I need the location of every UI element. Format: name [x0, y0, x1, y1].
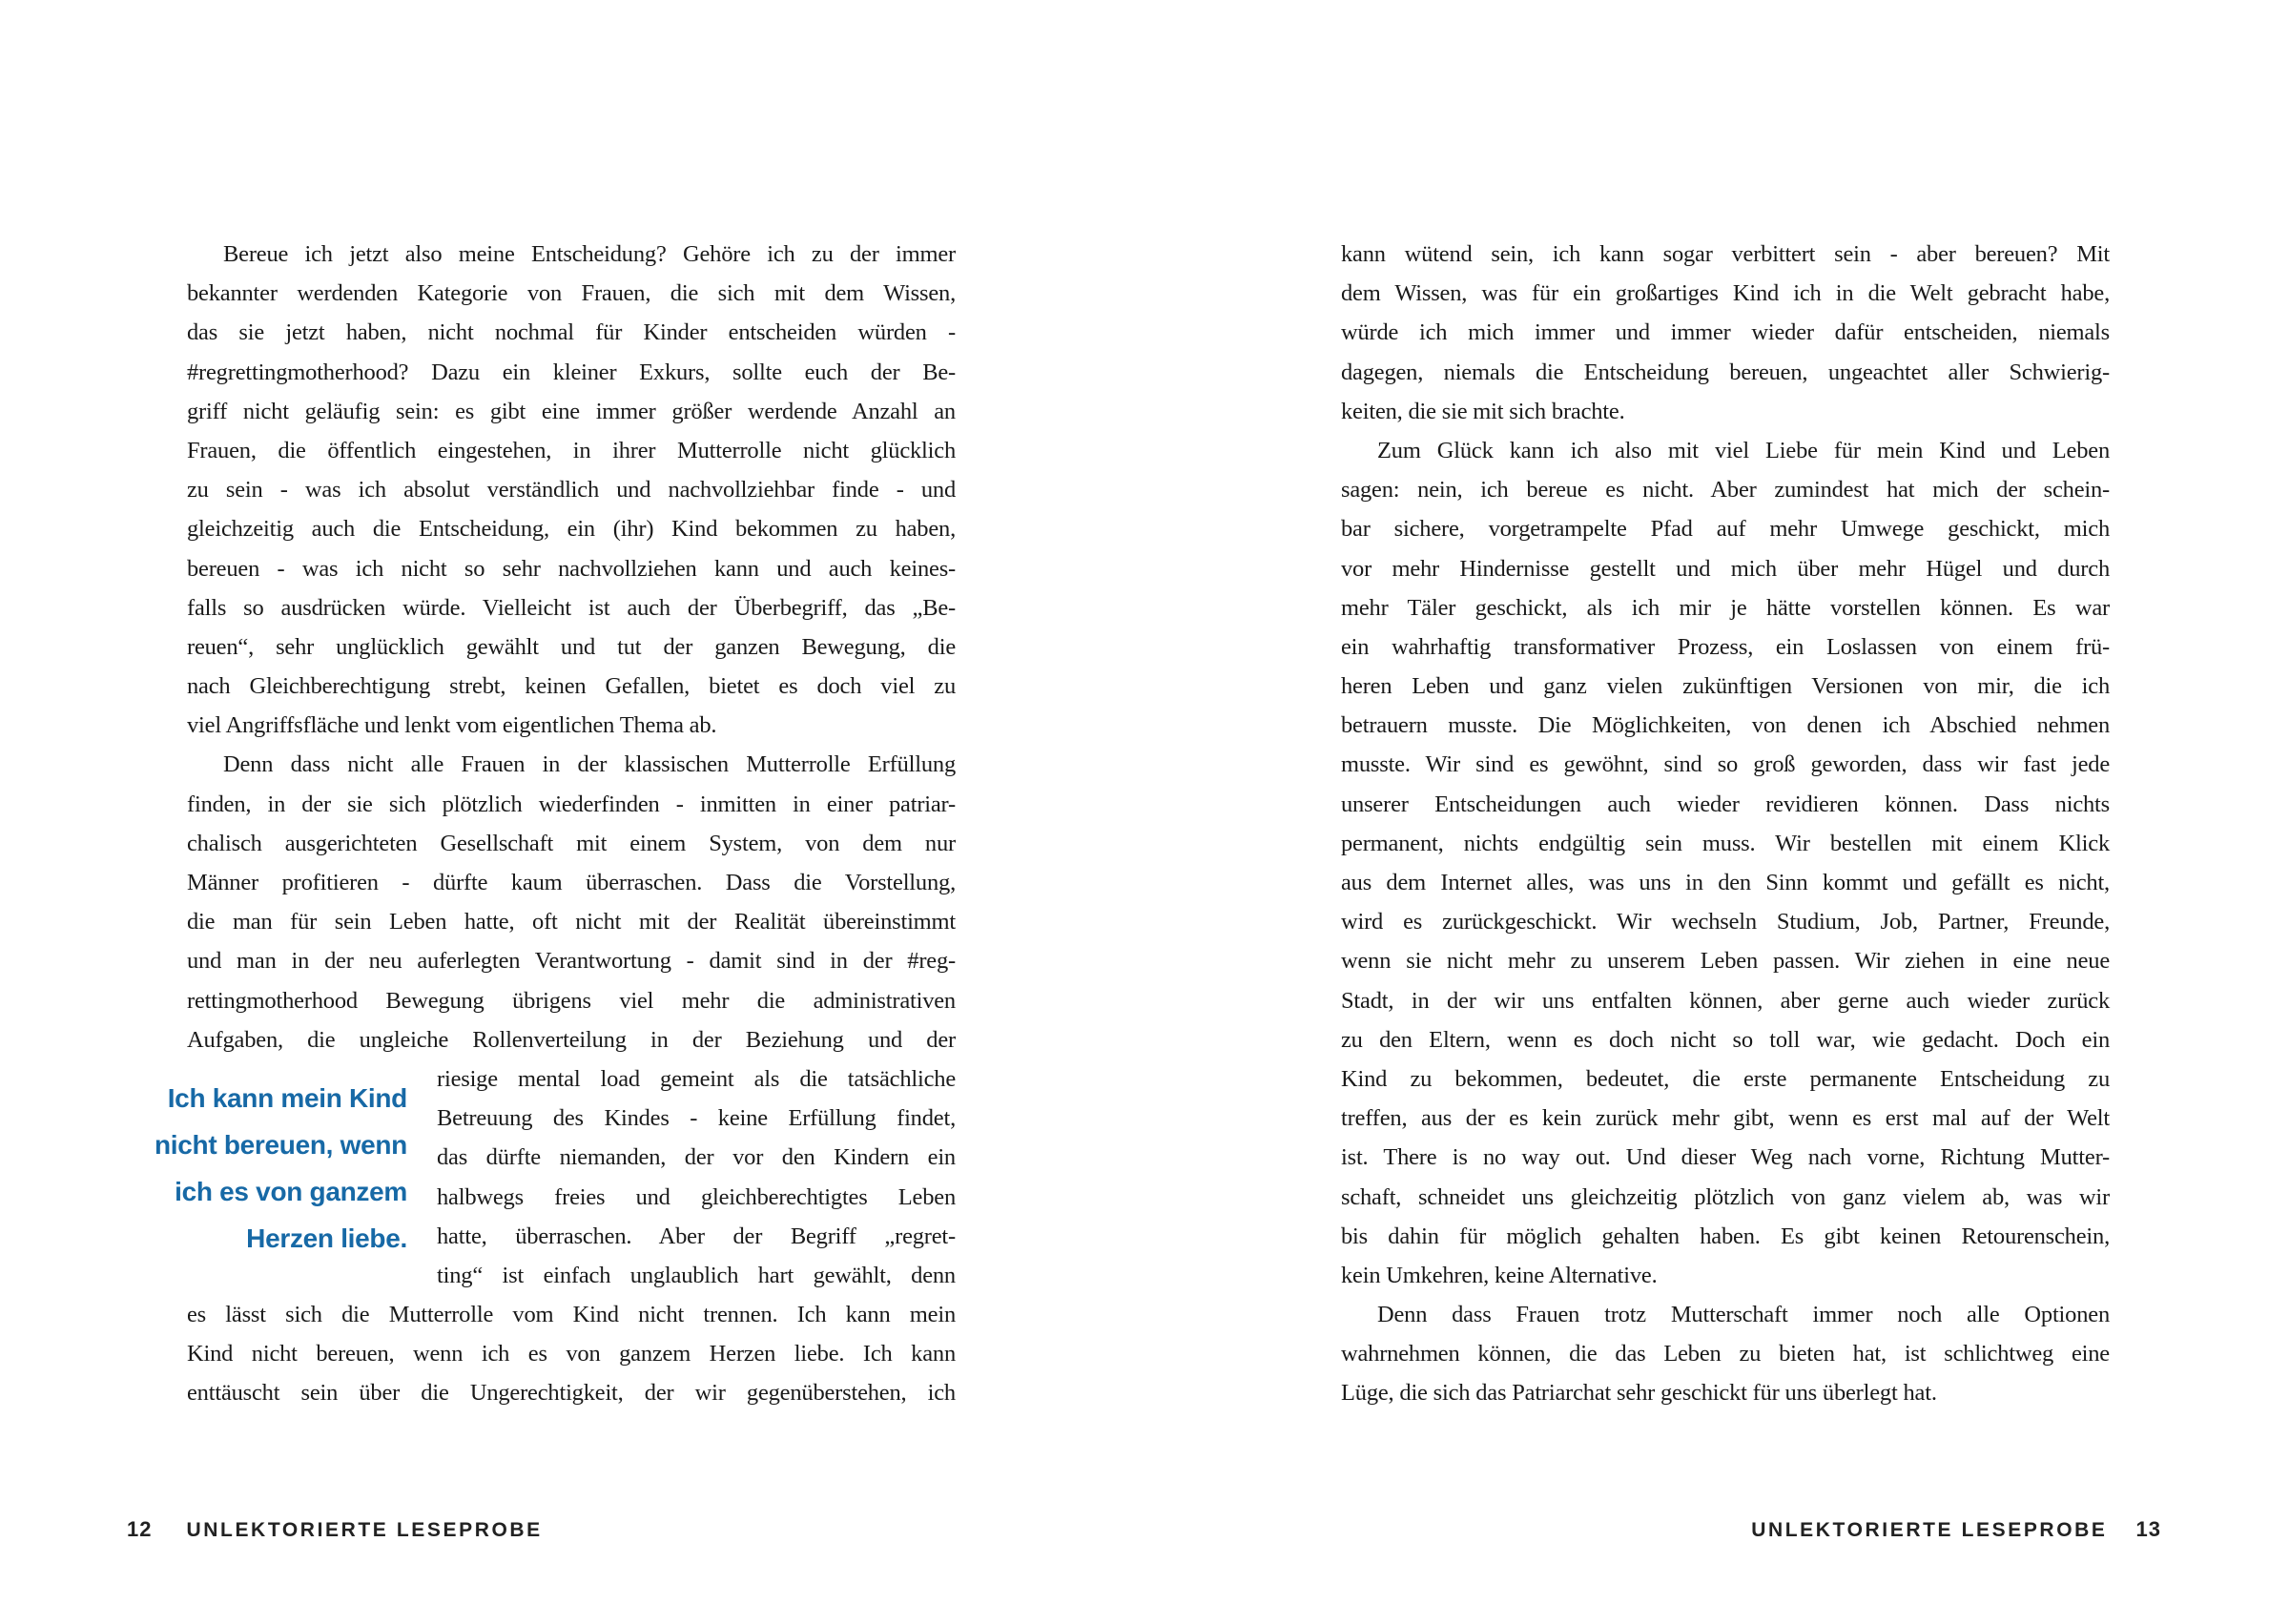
text-line: heren Leben und ganz vielen zukünftigen Versionen von mir, die ich — [1341, 673, 2110, 700]
text-line: kann wütend sein, ich kann sogar verbittert sein - aber bereuen? Mit — [1341, 241, 2110, 267]
right-page-footer — [1751, 1517, 2161, 1542]
text-line: riesige mental load gemeint als die tatsächliche — [437, 1065, 956, 1092]
text-line: dagegen, niemals die Entscheidung bereuen, ungeachtet aller Schwierig- — [1341, 359, 2110, 385]
text-line: Männer profitieren - dürfte kaum überraschen. Dass die Vorstellung, — [187, 870, 956, 895]
text-line: #regrettingmotherhood? Dazu ein kleiner Exkurs, sollte euch der Be- — [187, 359, 956, 385]
text-line: Frauen, die öffentlich eingestehen, in ihrer Mutterrolle nicht glücklich — [187, 437, 956, 463]
text-line: Denn dass Frauen trotz Mutterschaft immer noch alle Optionen — [1377, 1302, 2110, 1328]
text-line: falls so ausdrücken würde. Vielleicht ist auch der Überbegriff, das „Be- — [187, 594, 956, 621]
text-line: rettingmotherhood Bewegung übrigens viel mehr die administrativen — [187, 987, 956, 1014]
text-line: unserer Entscheidungen auch wieder revidieren können. Dass nichts — [1341, 791, 2110, 817]
paragraph — [1341, 431, 2110, 1295]
text-line: ein wahrhaftig transformativer Prozess, ein Loslassen von einem frü- — [1341, 633, 2110, 660]
text-line: zu den Eltern, wenn es doch nicht so toll war, wie gedacht. Doch ein — [1341, 1026, 2110, 1053]
text-line: und man in der neu auferlegten Verantwortung - damit sind in der #reg- — [187, 948, 956, 975]
text-line: reuen“, sehr unglücklich gewählt und tut der ganzen Bewegung, die — [187, 633, 956, 660]
paragraph — [1341, 1295, 2110, 1413]
text-line: sagen: nein, ich bereue es nicht. Aber zumindest hat mich der schein- — [1341, 477, 2110, 504]
text-line: nicht bereuen, wenn — [154, 1129, 407, 1160]
text-line: Denn dass nicht alle Frauen in der klassischen Mutterrolle Erfüllung — [223, 751, 956, 778]
text-line: Herzen liebe. — [246, 1223, 407, 1253]
text-line: keiten, die sie mit sich brachte. — [1341, 398, 1625, 424]
text-line: griff nicht geläufig sein: es gibt eine immer größer werdende Anzahl an — [187, 398, 956, 424]
text-line: kein Umkehren, keine Alternative. — [1341, 1262, 1658, 1288]
text-line: wird es zurückgeschickt. Wir wechseln Studium, Job, Partner, Freunde, — [1341, 909, 2110, 935]
paragraph — [1341, 235, 2110, 431]
text-line: es lässt sich die Mutterrolle vom Kind nicht trennen. Ich kann mein — [187, 1302, 956, 1328]
text-line: Zum Glück kann ich also mit viel Liebe für mein Kind und Leben — [1377, 437, 2110, 463]
text-line: betrauern musste. Die Möglichkeiten, von denen ich Abschied nehmen — [1341, 712, 2110, 739]
text-line: Bereue ich jetzt also meine Entscheidung? Gehöre ich zu der immer — [223, 241, 956, 267]
text-line: wahrnehmen können, die das Leben zu bieten hat, ist schlichtweg eine — [1341, 1341, 2110, 1367]
paragraph — [187, 1295, 956, 1413]
text-line: halbwegs freies und gleichberechtigtes Leben — [437, 1183, 956, 1210]
text-line: die man für sein Leben hatte, oft nicht mit der Realität übereinstimmt — [187, 909, 956, 935]
text-line: bekannter werdenden Kategorie von Frauen, die sich mit dem Wissen, — [187, 280, 956, 307]
text-line: viel Angriffsfläche und lenkt vom eigentlichen Thema ab. — [187, 712, 717, 739]
text-line: würde ich mich immer und immer wieder dafür entscheiden, niemals — [1341, 319, 2110, 346]
text-line: gleichzeitig auch die Entscheidung, ein (ihr) Kind bekommen zu haben, — [187, 516, 956, 543]
text-line: bis dahin für möglich gehalten haben. Es gibt keinen Retourenschein, — [1341, 1223, 2110, 1249]
text-line: Lüge, die sich das Patriarchat sehr geschickt für uns überlegt hat. — [1341, 1380, 1937, 1407]
text-line: Ich kann mein Kind — [167, 1082, 407, 1113]
text-line: dem Wissen, was für ein großartiges Kind ich in die Welt gebracht habe, — [1341, 280, 2110, 307]
text-line: Betreuung des Kindes - keine Erfüllung findet, — [437, 1105, 956, 1132]
text-line: nach Gleichberechtigung strebt, keinen Gefallen, bietet es doch viel zu — [187, 673, 956, 700]
text-line: bereuen - was ich nicht so sehr nachvollziehen kann und auch keines- — [187, 555, 956, 582]
text-line: musste. Wir sind es gewöhnt, sind so groß geworden, dass wir fast jede — [1341, 751, 2110, 778]
text-line: finden, in der sie sich plötzlich wiederfinden - inmitten in einer patriar- — [187, 791, 956, 817]
paragraph-beside-quote — [437, 1059, 956, 1295]
text-line: ich es von ganzem — [175, 1176, 407, 1206]
text-line: ist. There is no way out. Und dieser Weg nach vorne, Richtung Mutter- — [1341, 1144, 2110, 1171]
text-line: chalisch ausgerichteten Gesellschaft mit einem System, von dem nur — [187, 830, 956, 856]
right-page-text-column — [1341, 235, 2110, 1413]
text-line: vor mehr Hindernisse gestellt und mich über mehr Hügel und durch — [1341, 555, 2110, 582]
text-line: hatte, überraschen. Aber der Begriff „regret- — [437, 1223, 956, 1249]
running-head: UNLEKTORIERTE LESEPROBE — [1751, 1519, 2108, 1541]
text-line: das dürfte niemanden, der vor den Kindern ein — [437, 1144, 956, 1171]
text-line: wenn sie nicht mehr zu unserem Leben passen. Wir ziehen in eine neue — [1341, 948, 2110, 975]
text-line: das sie jetzt haben, nicht nochmal für Kinder entscheiden würden - — [187, 319, 956, 346]
text-line: permanent, nichts endgültig sein muss. Wir bestellen mit einem Klick — [1341, 830, 2110, 856]
paragraph — [187, 235, 956, 745]
left-page-footer — [127, 1517, 543, 1542]
text-line: Kind zu bekommen, bedeutet, die erste permanente Entscheidung zu — [1341, 1065, 2110, 1092]
text-line: bar sichere, vorgetrampelte Pfad auf mehr Umwege geschickt, mich — [1341, 516, 2110, 543]
paragraph — [187, 745, 956, 1059]
page-number: 13 — [2135, 1517, 2161, 1541]
text-line: Stadt, in der wir uns entfalten können, aber gerne auch wieder zurück — [1341, 987, 2110, 1014]
text-line: enttäuscht sein über die Ungerechtigkeit, der wir gegenüberstehen, ich — [187, 1380, 956, 1407]
text-line: mehr Täler geschickt, als ich mir je hätte vorstellen können. Es war — [1341, 594, 2110, 621]
quote-row — [154, 1059, 956, 1295]
text-line: ting“ ist einfach unglaublich hart gewählt, denn — [437, 1262, 956, 1288]
text-line: zu sein - was ich absolut verständlich und nachvollziehbar finde - und — [187, 477, 956, 504]
text-line: treffen, aus der es kein zurück mehr gibt, wenn es erst mal auf der Welt — [1341, 1105, 2110, 1132]
text-line: schaft, schneidet uns gleichzeitig plötzlich von ganz vielem ab, was wir — [1341, 1183, 2110, 1210]
text-line: Aufgaben, die ungleiche Rollenverteilung in der Beziehung und der — [187, 1026, 956, 1053]
left-page-text-column — [154, 235, 956, 1413]
text-line: Kind nicht bereuen, wenn ich es von ganzem Herzen liebe. Ich kann — [187, 1341, 956, 1367]
text-line: aus dem Internet alles, was uns in den Sinn kommt und gefällt es nicht, — [1341, 870, 2110, 895]
page-number: 12 — [127, 1517, 153, 1541]
pull-quote — [127, 1059, 407, 1262]
running-head: UNLEKTORIERTE LESEPROBE — [186, 1519, 543, 1541]
